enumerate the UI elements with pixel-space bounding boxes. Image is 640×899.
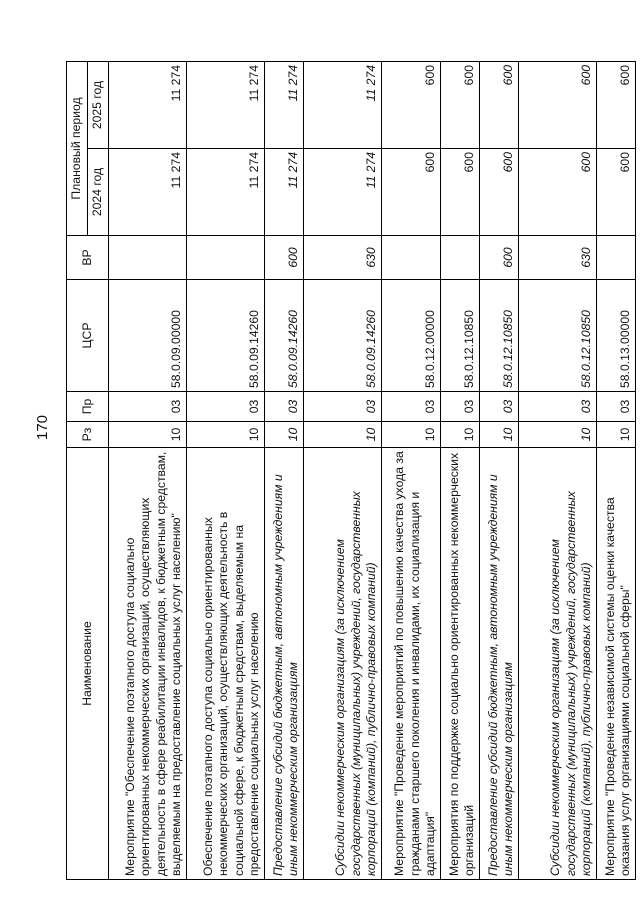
row-value-2024: 11 274 xyxy=(265,149,304,236)
row-rz: 10 xyxy=(265,422,304,448)
row-name: Предоставление субсидий бюджетным, автономным учреждениям и иным некоммерческим организациям xyxy=(265,448,304,880)
row-vr xyxy=(597,236,636,280)
row-name: Предоставление субсидий бюджетным, автономным учреждениям и иным некоммерческим организациям xyxy=(480,448,519,880)
row-pr: 03 xyxy=(265,392,304,422)
rotated-page-content xyxy=(66,62,633,880)
row-value-2025: 11 274 xyxy=(109,61,187,148)
table-row xyxy=(441,61,480,879)
row-csr: 58.0.09.14260 xyxy=(187,280,265,392)
table-row xyxy=(382,61,441,879)
row-value-2025: 11 274 xyxy=(304,61,382,148)
row-pr: 03 xyxy=(441,392,480,422)
row-rz: 10 xyxy=(441,422,480,448)
header-name: Наименование xyxy=(67,448,109,880)
row-pr: 03 xyxy=(597,392,636,422)
row-rz: 10 xyxy=(109,422,187,448)
row-value-2024: 11 274 xyxy=(187,149,265,236)
row-pr: 03 xyxy=(480,392,519,422)
row-pr: 03 xyxy=(382,392,441,422)
row-name: Мероприятие "Обеспечение поэтапного доступа социально ориентированных некоммерческих организаций, осуществляющих деятельность в сфере реабилитации инвалидов, к бюджетным средствам, выделяемым на предоставление социальных услуг населению" xyxy=(109,448,187,880)
row-vr xyxy=(382,236,441,280)
row-pr: 03 xyxy=(109,392,187,422)
row-value-2025: 11 274 xyxy=(187,61,265,148)
row-rz: 10 xyxy=(480,422,519,448)
header-year-2024: 2024 год xyxy=(88,149,109,236)
row-vr: 600 xyxy=(480,236,519,280)
row-rz: 10 xyxy=(304,422,382,448)
row-value-2024: 600 xyxy=(480,149,519,236)
row-value-2024: 600 xyxy=(519,149,597,236)
header-vr: ВР xyxy=(67,236,109,280)
row-vr xyxy=(109,236,187,280)
row-name: Обеспечение поэтапного доступа социально ориентированных некоммерческих организаций, осуществляющих деятельность в социальной сфере, к бюджетным средствам, выделяемым на предоставление социальных услуг населению xyxy=(187,448,265,880)
row-name: Мероприятие "Проведение независимой системы оценки качества оказания услуг организациями социальной сферы" xyxy=(597,448,636,880)
row-csr: 58.0.09.14260 xyxy=(265,280,304,392)
header-pr: Пр xyxy=(67,392,109,422)
header-rz: Рз xyxy=(67,422,109,448)
row-csr: 58.0.09.14260 xyxy=(304,280,382,392)
row-rz: 10 xyxy=(382,422,441,448)
row-value-2024: 600 xyxy=(382,149,441,236)
row-csr: 58.0.12.10850 xyxy=(519,280,597,392)
table-row xyxy=(597,61,636,879)
row-vr xyxy=(441,236,480,280)
header-year-2025: 2025 год xyxy=(88,61,109,148)
row-name: Субсидии некоммерческим организациям (за исключением государственных (муниципальных) учреждений, государственных корпораций (компаний), публично-правовых компаний) xyxy=(519,448,597,880)
row-pr: 03 xyxy=(519,392,597,422)
header-planned-period: Плановый период xyxy=(67,61,88,235)
table-row xyxy=(304,61,382,879)
row-value-2024: 11 274 xyxy=(304,149,382,236)
row-name: Субсидии некоммерческим организациям (за исключением государственных (муниципальных) учреждений, государственных корпораций (компаний), публично-правовых компаний) xyxy=(304,448,382,880)
row-vr: 630 xyxy=(519,236,597,280)
row-vr xyxy=(187,236,265,280)
row-value-2024: 11 274 xyxy=(109,149,187,236)
table-row xyxy=(109,61,187,879)
row-pr: 03 xyxy=(187,392,265,422)
row-value-2025: 600 xyxy=(519,61,597,148)
table-row xyxy=(519,61,597,879)
header-csr: ЦСР xyxy=(67,280,109,392)
row-vr: 630 xyxy=(304,236,382,280)
row-rz: 10 xyxy=(519,422,597,448)
row-value-2024: 600 xyxy=(597,149,636,236)
row-name: Мероприятие "Проведение мероприятий по повышению качества ухода за гражданами старшего поколения и инвалидами, их социализация и адаптация" xyxy=(382,448,441,880)
row-rz: 10 xyxy=(597,422,636,448)
row-pr: 03 xyxy=(304,392,382,422)
row-value-2025: 600 xyxy=(382,61,441,148)
row-csr: 58.0.12.10850 xyxy=(441,280,480,392)
row-value-2025: 600 xyxy=(441,61,480,148)
row-csr: 58.0.12.10850 xyxy=(480,280,519,392)
row-rz: 10 xyxy=(187,422,265,448)
row-csr: 58.0.12.00000 xyxy=(382,280,441,392)
header-row xyxy=(67,61,88,879)
row-vr: 600 xyxy=(265,236,304,280)
row-value-2025: 600 xyxy=(480,61,519,148)
row-value-2025: 11 274 xyxy=(265,61,304,148)
table-row xyxy=(265,61,304,879)
row-csr: 58.0.13.00000 xyxy=(597,280,636,392)
row-value-2024: 600 xyxy=(441,149,480,236)
budget-table xyxy=(66,61,636,880)
page-number: 170 xyxy=(34,414,51,440)
table-row xyxy=(187,61,265,879)
row-csr: 58.0.09.00000 xyxy=(109,280,187,392)
row-name: Мероприятия по поддержке социально ориентированных некоммерческих организаций xyxy=(441,448,480,880)
table-row xyxy=(480,61,519,879)
row-value-2025: 600 xyxy=(597,61,636,148)
